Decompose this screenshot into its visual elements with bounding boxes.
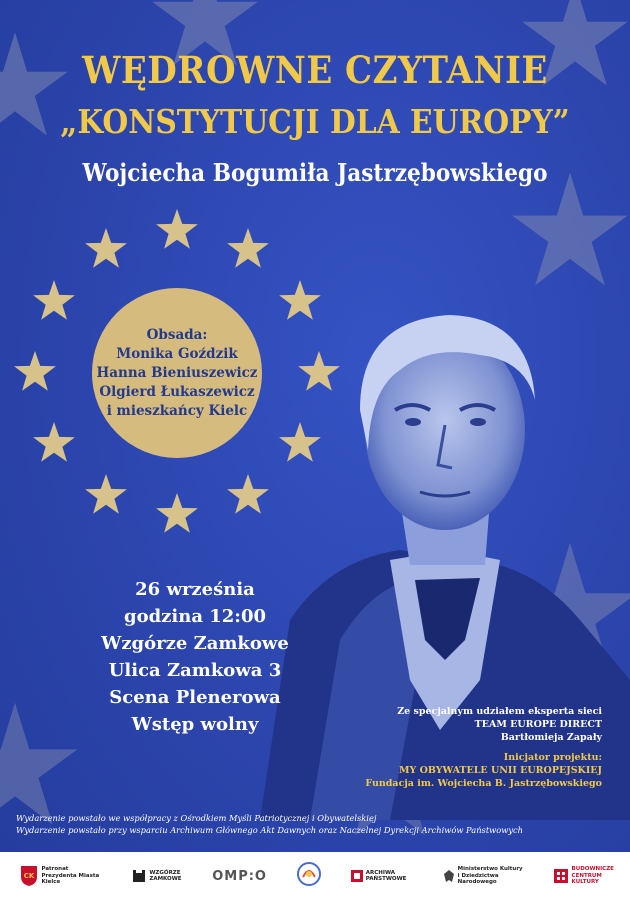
event-details [60,576,330,738]
logo-archiwa [351,870,414,883]
ring-star-icon [33,422,75,462]
title-line-2: „KONSTYTUCJI DLA EUROPY” [60,102,570,141]
logo-bcm-text: BUDOWNICZE CENTRUM KULTURY [571,866,614,886]
event-place: Wzgórze Zamkowe [101,633,289,654]
expert-line-3: Bartłomieja Zapały [500,732,602,743]
emblem-icon [296,861,322,891]
cast-heading: Obsada: [146,326,208,343]
building-icon [553,868,569,884]
expert-line-2: TEAM EUROPE DIRECT [474,719,602,730]
logo-ompio [212,869,267,884]
footer-notes [16,812,616,836]
ring-star-icon [227,474,269,514]
title-line-3: Wojciecha Bogumiła Jastrzębowskiego [82,158,548,187]
ring-star-icon [156,209,198,249]
title-line-1: WĘDROWNE CZYTANIE [82,48,548,92]
ring-star-icon [298,351,340,391]
castle-icon [132,869,146,883]
event-date: 26 września [135,579,255,600]
initiator-label: Inicjator projektu: [503,752,602,763]
ring-star-icon [156,493,198,533]
logo-ministerstwo-text: Ministerstwo Kultury i Dziedzictwa Narodowego [457,866,523,886]
kielce-crest-icon [20,865,38,887]
ring-star-icon [14,351,56,391]
logo-ministerstwo [443,866,524,886]
cast-member: i mieszkańcy Kielc [106,402,248,419]
footer-note-2: Wydarzenie powstało przy wsparciu Archiwum Głównego Akt Dawnych oraz Naczelnej Dyrekcji Archiwów Państwowych [16,825,524,835]
event-entry: Wstęp wolny [131,714,259,735]
expert-line-1: Ze specjalnym udziałem eksperta sieci [397,706,602,717]
ring-star-icon [279,422,321,462]
ring-star-icon [279,280,321,320]
ring-star-icon [85,228,127,268]
logo-bcm [553,866,614,886]
event-street: Ulica Zamkowa 3 [108,660,282,681]
event-time: godzina 12:00 [124,606,266,627]
event-stage: Scena Plenerowa [109,687,281,708]
logo-wzgorze [132,869,183,883]
initiator-line-1: MY OBYWATELE UNII EUROPEJSKIEJ [398,765,602,776]
cast-member: Olgierd Łukaszewicz [99,383,255,400]
expert-block [365,705,602,790]
initiator-line-2: Fundacja im. Wojciecha B. Jastrzębowskiego [365,778,602,789]
logo-strip [0,852,630,900]
logo-emblem [296,861,322,891]
logo-wzgorze-text: WZGÓRZE ZAMKOWE [149,869,182,882]
ring-star-icon [85,474,127,514]
ring-star-icon [227,228,269,268]
cast-member: Hanna Bieniuszewicz [96,364,258,381]
cast-disc [92,288,262,458]
footer-note-1: Wydarzenie powstało we współpracy z Ośrodkiem Myśli Patriotycznej i Obywatelskiej [16,813,377,823]
logo-ompio-text: OMP:O [212,868,267,884]
logo-patron [20,865,103,887]
logo-patron-text: Patronat Prezydenta Miasta Kielce [41,866,100,886]
archive-icon [351,870,363,882]
svg-text:CK: CK [24,872,35,880]
cast-member: Monika Goździk [116,345,238,362]
eagle-icon [443,869,455,883]
ring-star-icon [33,280,75,320]
logo-archiwa-text: ARCHIWA PAŃSTWOWE [365,869,407,882]
